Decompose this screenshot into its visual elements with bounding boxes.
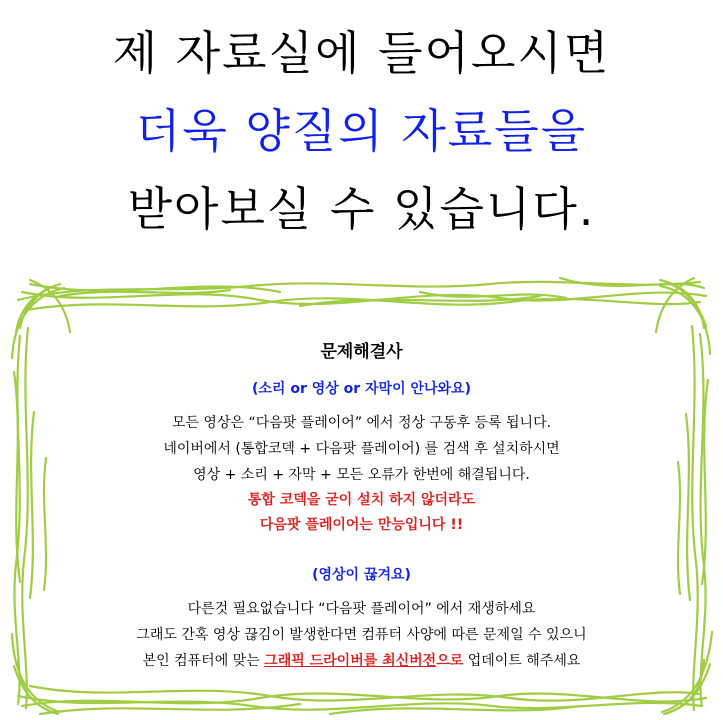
- mixed-line-highlight: 그래픽 드라이버를 최신버전: [264, 653, 437, 669]
- headline-block: [0, 14, 723, 248]
- group1-red-line-2: 다음팟 플레이어는 만능입니다 !!: [259, 517, 464, 533]
- group2-heading: (영상이 끊겨요): [312, 567, 411, 583]
- paragraph-gap: [40, 538, 683, 564]
- section-title: 문제해결사: [320, 342, 403, 362]
- mixed-line-prefix: 본인 컴퓨터에 맞는: [142, 653, 265, 669]
- mixed-line-suffix: 업데이트 해주세요: [463, 653, 581, 669]
- panel-text-body: [40, 337, 683, 674]
- headline-line-1: 제 자료실에 들어오시면: [112, 26, 611, 80]
- headline-line-2: 더욱 양질의 자료들을: [135, 104, 588, 158]
- group2-mixed-line: [40, 648, 683, 674]
- scribble-frame-area: [0, 262, 723, 720]
- group2-line-1: 다른것 필요없습니다 “다음팟 플레이어” 에서 재생하세요: [187, 601, 536, 617]
- group1-red-line-1: 통합 코덱을 굳이 설치 하지 않더라도: [247, 492, 476, 508]
- group1-line-3: 영상 + 소리 + 자막 + 모든 오류가 한번에 해결됩니다.: [193, 467, 530, 483]
- group2-line-2: 그래도 간혹 영상 끊김이 발생한다면 컴퓨터 사양에 따른 문제일 수 있으니: [136, 627, 587, 643]
- group1-line-1: 모든 영상은 “다음팟 플레이어” 에서 정상 구동후 등록 됩니다.: [171, 415, 552, 431]
- group1-heading: (소리 or 영상 or 자막이 안나와요): [252, 381, 471, 397]
- mixed-line-middle: 으로: [436, 653, 464, 669]
- group1-line-2: 네이버에서 (통합코덱 + 다음팟 플레이어) 를 검색 후 설치하시면: [163, 441, 560, 457]
- headline-line-3: 받아보실 수 있습니다.: [127, 182, 596, 236]
